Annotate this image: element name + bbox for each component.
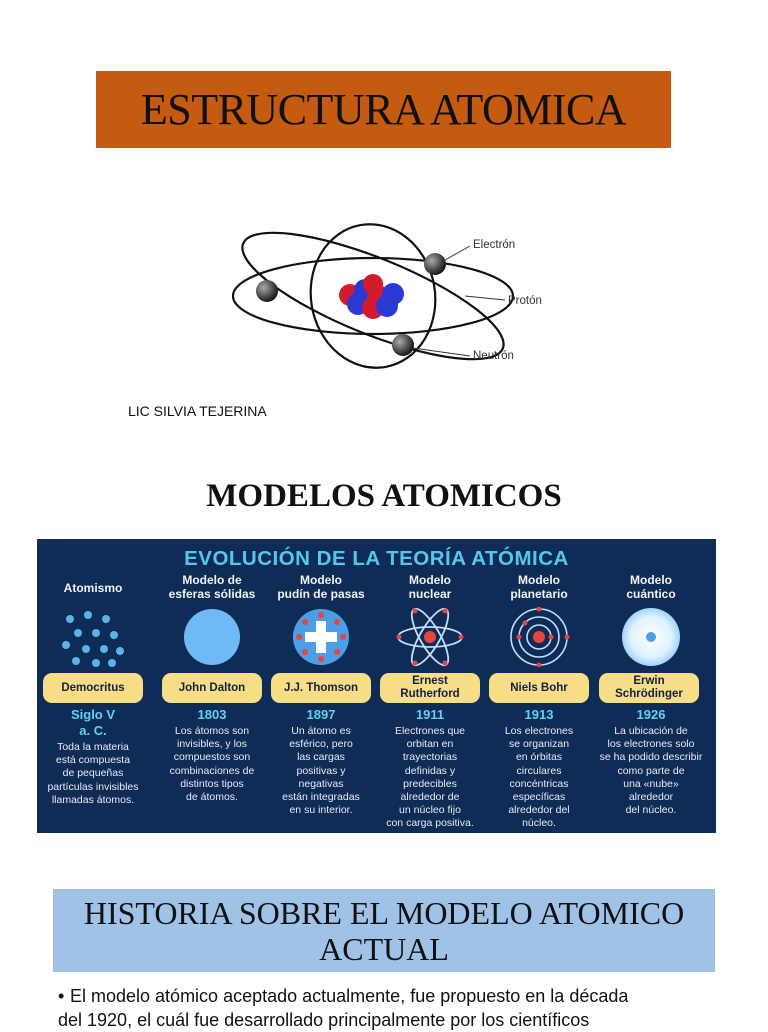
atomism-icon bbox=[58, 607, 128, 667]
page-title: ESTRUCTURA ATOMICA bbox=[140, 85, 627, 134]
model-description: Los electrones se organizan en órbitas circulares concéntricas específicas alrededor del núcleo. bbox=[504, 725, 574, 830]
plum-pudding-icon bbox=[286, 607, 356, 667]
model-name: Modelo pudín de pasas bbox=[277, 573, 365, 601]
model-name: Atomismo bbox=[63, 581, 123, 595]
atom-diagram bbox=[225, 222, 570, 382]
model-column-rutherford bbox=[374, 539, 486, 833]
model-name: Modelo de esferas sólidas bbox=[168, 573, 256, 601]
year: 1911 bbox=[415, 707, 445, 722]
neutron-label: Neutrón bbox=[473, 350, 514, 362]
year: Siglo V a. C. bbox=[70, 707, 116, 738]
title-banner bbox=[96, 71, 671, 148]
bullet-paragraph bbox=[58, 984, 738, 1032]
electron-icon bbox=[392, 334, 414, 356]
electron-icon bbox=[256, 280, 278, 302]
proton-label: Protón bbox=[508, 295, 542, 307]
scientist-democritus: Democritus bbox=[43, 673, 143, 703]
model-name: Modelo nuclear bbox=[408, 573, 452, 601]
planetary-model-icon bbox=[504, 607, 574, 667]
author-name: LIC SILVIA TEJERINA bbox=[128, 403, 267, 419]
scientist-thomson: J.J. Thomson bbox=[271, 673, 371, 703]
section-title: MODELOS ATOMICOS bbox=[206, 478, 562, 514]
model-column-democritus bbox=[37, 539, 149, 833]
evolution-infographic bbox=[37, 539, 716, 833]
model-description: Toda la materia está compuesta de pequeñas partículas invisibles llamadas átomos. bbox=[47, 741, 139, 806]
nuclear-model-icon bbox=[395, 607, 465, 667]
bullet-line-1: • El modelo atómico aceptado actualmente, fue propuesto en la década bbox=[58, 986, 629, 1006]
scientist-rutherford: Ernest Rutherford bbox=[380, 673, 480, 703]
model-column-bohr bbox=[483, 539, 595, 833]
bullet-dot-icon: • bbox=[58, 986, 65, 1006]
year: 1913 bbox=[524, 707, 554, 722]
electron-label: Electrón bbox=[473, 239, 516, 251]
historia-banner bbox=[53, 889, 715, 972]
model-column-schrodinger bbox=[589, 539, 713, 833]
solid-sphere-icon bbox=[177, 607, 247, 667]
model-description: Un átomo es esférico, pero las cargas positivas y negativas están integradas en su interior. bbox=[282, 725, 360, 817]
quantum-cloud-icon bbox=[616, 607, 686, 667]
model-name: Modelo cuántico bbox=[626, 573, 676, 601]
nucleus-icon bbox=[339, 274, 404, 319]
bullet-line-2: del 1920, el cuál fue desarrollado principalmente por los científicos bbox=[58, 1010, 590, 1030]
scientist-schrodinger: Erwin Schrödinger bbox=[599, 673, 699, 703]
model-description: Los átomos son invisibles, y los compuestos son combinaciones de distintos tipos de átomos. bbox=[169, 725, 255, 804]
electron-icon bbox=[424, 253, 446, 275]
model-column-thomson bbox=[265, 539, 377, 833]
model-column-dalton bbox=[156, 539, 268, 833]
year: 1926 bbox=[636, 707, 666, 722]
year: 1803 bbox=[197, 707, 227, 722]
scientist-bohr: Niels Bohr bbox=[489, 673, 589, 703]
scientist-dalton: John Dalton bbox=[162, 673, 262, 703]
historia-title: HISTORIA SOBRE EL MODELO ATOMICO ACTUAL bbox=[83, 894, 685, 967]
model-description: Electrones que orbitan en trayectorias definidas y predecibles alrededor de un núcleo fijo con carga positiva. bbox=[386, 725, 474, 830]
model-name: Modelo planetario bbox=[510, 573, 568, 601]
year: 1897 bbox=[306, 707, 336, 722]
infographic-title: EVOLUCIÓN DE LA TEORÍA ATÓMICA bbox=[184, 547, 569, 570]
model-description: La ubicación de los electrones solo se ha podido describir como parte de una «nube» alrededor del núcleo. bbox=[599, 725, 703, 817]
